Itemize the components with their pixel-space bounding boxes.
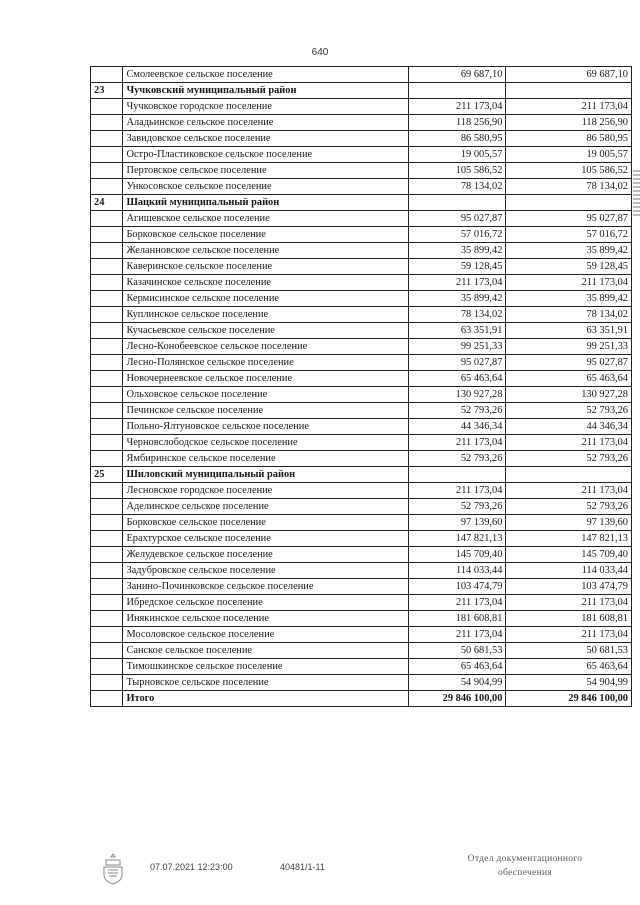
- table-row: [91, 115, 632, 131]
- table-row: [91, 563, 632, 579]
- amount-total-cell: 86 580,95: [506, 131, 632, 147]
- row-number: 24: [91, 195, 123, 211]
- amount-cell: 118 256,90: [409, 115, 506, 131]
- table-row: [91, 435, 632, 451]
- table-row: [91, 387, 632, 403]
- amount-cell: 78 134,02: [409, 179, 506, 195]
- amount-total-cell: 95 027,87: [506, 355, 632, 371]
- amount-cell: 63 351,91: [409, 323, 506, 339]
- amount-total-cell: 52 793,26: [506, 451, 632, 467]
- amount-cell: 181 608,81: [409, 611, 506, 627]
- amount-cell: 99 251,33: [409, 339, 506, 355]
- amount-cell: 35 899,42: [409, 243, 506, 259]
- amount-total-cell: 211 173,04: [506, 595, 632, 611]
- district-row: [91, 195, 632, 211]
- district-row: [91, 83, 632, 99]
- settlement-name: Задубровское сельское поселение: [123, 563, 409, 579]
- table-row: [91, 499, 632, 515]
- amount-total-cell: [506, 195, 632, 211]
- footer-datetime: 07.07.2021 12:23:00: [150, 862, 233, 872]
- amount-cell: 130 927,28: [409, 387, 506, 403]
- amount-cell: 52 793,26: [409, 499, 506, 515]
- amount-cell: 69 687,10: [409, 67, 506, 83]
- amount-total-cell: 44 346,34: [506, 419, 632, 435]
- table-row: [91, 323, 632, 339]
- settlement-name: Занино-Починковское сельское поселение: [123, 579, 409, 595]
- settlement-name: Казачинское сельское поселение: [123, 275, 409, 291]
- amount-cell: 78 134,02: [409, 307, 506, 323]
- settlement-name: Остро-Пластиковское сельское поселение: [123, 147, 409, 163]
- table-row: [91, 419, 632, 435]
- row-number: [91, 163, 123, 179]
- row-number: [91, 387, 123, 403]
- amount-cell: [409, 83, 506, 99]
- amount-cell: 59 128,45: [409, 259, 506, 275]
- table-row: [91, 531, 632, 547]
- settlement-name: Ерахтурское сельское поселение: [123, 531, 409, 547]
- settlement-name: Завидовское сельское поселение: [123, 131, 409, 147]
- amount-cell: 97 139,60: [409, 515, 506, 531]
- row-number: [91, 291, 123, 307]
- settlement-name: Лесновское городское поселение: [123, 483, 409, 499]
- table-row: [91, 355, 632, 371]
- amount-cell: 211 173,04: [409, 483, 506, 499]
- row-number: 23: [91, 83, 123, 99]
- table-row: [91, 67, 632, 83]
- settlement-name: Печинское сельское поселение: [123, 403, 409, 419]
- row-number: [91, 99, 123, 115]
- amount-total-cell: 65 463,64: [506, 659, 632, 675]
- amount-cell: 95 027,87: [409, 211, 506, 227]
- row-number: [91, 435, 123, 451]
- table-row: [91, 579, 632, 595]
- row-number: [91, 179, 123, 195]
- amount-cell: 103 474,79: [409, 579, 506, 595]
- amount-cell: 52 793,26: [409, 451, 506, 467]
- amount-total-cell: 130 927,28: [506, 387, 632, 403]
- scan-edge-mark: [633, 170, 640, 216]
- amount-cell: 57 016,72: [409, 227, 506, 243]
- table-row: [91, 99, 632, 115]
- row-number: [91, 499, 123, 515]
- settlement-name: Лесно-Конобеевское сельское поселение: [123, 339, 409, 355]
- row-number: [91, 403, 123, 419]
- settlement-name: Каверинское сельское поселение: [123, 259, 409, 275]
- row-number: [91, 531, 123, 547]
- amount-total-cell: 35 899,42: [506, 291, 632, 307]
- amount-cell: 105 586,52: [409, 163, 506, 179]
- amount-total-cell: 105 586,52: [506, 163, 632, 179]
- amount-total-cell: 211 173,04: [506, 435, 632, 451]
- row-number: [91, 147, 123, 163]
- amount-total-cell: 29 846 100,00: [506, 691, 632, 707]
- table-row: [91, 595, 632, 611]
- row-number: 25: [91, 467, 123, 483]
- table-row: [91, 403, 632, 419]
- settlement-name: Ункосовское сельское поселение: [123, 179, 409, 195]
- row-number: [91, 515, 123, 531]
- settlement-name: Агишевское сельское поселение: [123, 211, 409, 227]
- amount-cell: [409, 195, 506, 211]
- table-row: [91, 275, 632, 291]
- settlement-name: Лесно-Полянское сельское поселение: [123, 355, 409, 371]
- table-row: [91, 547, 632, 563]
- table-row: [91, 243, 632, 259]
- department-stamp: [445, 852, 605, 880]
- amount-cell: 65 463,64: [409, 659, 506, 675]
- amount-cell: 211 173,04: [409, 627, 506, 643]
- row-number: [91, 131, 123, 147]
- amount-total-cell: 97 139,60: [506, 515, 632, 531]
- amount-cell: 52 793,26: [409, 403, 506, 419]
- settlement-name: Пертовское сельское поселение: [123, 163, 409, 179]
- stamp-line-2: обеспечения: [497, 868, 553, 878]
- amount-total-cell: 35 899,42: [506, 243, 632, 259]
- amount-total-cell: 114 033,44: [506, 563, 632, 579]
- table-body: [91, 67, 632, 707]
- settlement-name: Черновслободское сельское поселение: [123, 435, 409, 451]
- table-row: [91, 339, 632, 355]
- amount-total-cell: 54 904,99: [506, 675, 632, 691]
- table-row: [91, 659, 632, 675]
- settlement-name: Аладьинское сельское поселение: [123, 115, 409, 131]
- amount-total-cell: 69 687,10: [506, 67, 632, 83]
- amount-total-cell: 57 016,72: [506, 227, 632, 243]
- district-row: [91, 467, 632, 483]
- settlement-name: Борковское сельское поселение: [123, 227, 409, 243]
- row-number: [91, 371, 123, 387]
- amount-total-cell: [506, 467, 632, 483]
- settlement-name: Смолеевское сельское поселение: [123, 67, 409, 83]
- row-number: [91, 595, 123, 611]
- amount-cell: 147 821,13: [409, 531, 506, 547]
- row-number: [91, 67, 123, 83]
- row-number: [91, 275, 123, 291]
- settlement-name: Борковское сельское поселение: [123, 515, 409, 531]
- amount-total-cell: 52 793,26: [506, 403, 632, 419]
- row-number: [91, 483, 123, 499]
- row-number: [91, 259, 123, 275]
- settlement-name: Куплинское сельское поселение: [123, 307, 409, 323]
- table-row: [91, 515, 632, 531]
- row-number: [91, 643, 123, 659]
- amount-cell: [409, 467, 506, 483]
- row-number: [91, 419, 123, 435]
- amount-total-cell: 50 681,53: [506, 643, 632, 659]
- amount-cell: 114 033,44: [409, 563, 506, 579]
- row-number: [91, 451, 123, 467]
- amount-total-cell: 65 463,64: [506, 371, 632, 387]
- settlement-name: Чучковский муниципальный район: [123, 83, 409, 99]
- amount-cell: 44 346,34: [409, 419, 506, 435]
- amount-total-cell: 211 173,04: [506, 627, 632, 643]
- settlement-name: Ольховское сельское поселение: [123, 387, 409, 403]
- settlement-name: Аделинское сельское поселение: [123, 499, 409, 515]
- amount-total-cell: 99 251,33: [506, 339, 632, 355]
- settlement-name: Итого: [123, 691, 409, 707]
- settlement-name: Ибредское сельское поселение: [123, 595, 409, 611]
- amount-cell: 211 173,04: [409, 99, 506, 115]
- amount-total-cell: 147 821,13: [506, 531, 632, 547]
- amount-cell: 95 027,87: [409, 355, 506, 371]
- amount-total-cell: [506, 83, 632, 99]
- settlement-name: Новочернеевское сельское поселение: [123, 371, 409, 387]
- table-row: [91, 611, 632, 627]
- row-number: [91, 243, 123, 259]
- settlement-name: Желудевское сельское поселение: [123, 547, 409, 563]
- row-number: [91, 611, 123, 627]
- settlement-name: Шацкий муниципальный район: [123, 195, 409, 211]
- coat-of-arms-icon: [100, 851, 126, 887]
- page-number: 640: [311, 47, 329, 58]
- table-row: [91, 131, 632, 147]
- row-number: [91, 579, 123, 595]
- amount-total-cell: 145 709,40: [506, 547, 632, 563]
- table-row: [91, 147, 632, 163]
- settlement-name: Польно-Ялтуновское сельское поселение: [123, 419, 409, 435]
- table-row: [91, 227, 632, 243]
- table-row: [91, 371, 632, 387]
- settlement-name: Желанновское сельское поселение: [123, 243, 409, 259]
- stamp-line-1: Отдел документационного: [467, 854, 583, 864]
- table-row: [91, 163, 632, 179]
- amount-total-cell: 63 351,91: [506, 323, 632, 339]
- total-row: [91, 691, 632, 707]
- amount-total-cell: 118 256,90: [506, 115, 632, 131]
- row-number: [91, 547, 123, 563]
- table-row: [91, 675, 632, 691]
- amount-cell: 86 580,95: [409, 131, 506, 147]
- amount-cell: 29 846 100,00: [409, 691, 506, 707]
- amount-cell: 145 709,40: [409, 547, 506, 563]
- row-number: [91, 563, 123, 579]
- amount-total-cell: 19 005,57: [506, 147, 632, 163]
- amount-total-cell: 211 173,04: [506, 99, 632, 115]
- table-row: [91, 483, 632, 499]
- amount-cell: 50 681,53: [409, 643, 506, 659]
- settlement-name: Тимошкинское сельское поселение: [123, 659, 409, 675]
- row-number: [91, 627, 123, 643]
- row-number: [91, 307, 123, 323]
- settlement-name: Тырновское сельское поселение: [123, 675, 409, 691]
- table-row: [91, 451, 632, 467]
- table-row: [91, 179, 632, 195]
- settlement-name: Чучковское городское поселение: [123, 99, 409, 115]
- row-number: [91, 691, 123, 707]
- settlement-name: Ямбиринское сельское поселение: [123, 451, 409, 467]
- amount-total-cell: 211 173,04: [506, 275, 632, 291]
- amount-cell: 211 173,04: [409, 595, 506, 611]
- distribution-table: [90, 66, 632, 707]
- amount-total-cell: 52 793,26: [506, 499, 632, 515]
- amount-total-cell: 211 173,04: [506, 483, 632, 499]
- row-number: [91, 115, 123, 131]
- row-number: [91, 227, 123, 243]
- amount-total-cell: 59 128,45: [506, 259, 632, 275]
- table-row: [91, 627, 632, 643]
- amount-cell: 54 904,99: [409, 675, 506, 691]
- amount-cell: 211 173,04: [409, 275, 506, 291]
- table-row: [91, 307, 632, 323]
- table-row: [91, 259, 632, 275]
- amount-total-cell: 95 027,87: [506, 211, 632, 227]
- amount-total-cell: 103 474,79: [506, 579, 632, 595]
- settlement-name: Инякинское сельское поселение: [123, 611, 409, 627]
- row-number: [91, 339, 123, 355]
- table-row: [91, 291, 632, 307]
- amount-cell: 19 005,57: [409, 147, 506, 163]
- table-row: [91, 643, 632, 659]
- amount-cell: 211 173,04: [409, 435, 506, 451]
- amount-total-cell: 78 134,02: [506, 179, 632, 195]
- row-number: [91, 211, 123, 227]
- row-number: [91, 675, 123, 691]
- table-row: [91, 211, 632, 227]
- amount-cell: 35 899,42: [409, 291, 506, 307]
- settlement-name: Кучасьевское сельское поселение: [123, 323, 409, 339]
- settlement-name: Мосоловское сельское поселение: [123, 627, 409, 643]
- settlement-name: Шиловский муниципальный район: [123, 467, 409, 483]
- footer-doc-number: 40481/1-11: [280, 862, 325, 872]
- row-number: [91, 323, 123, 339]
- amount-total-cell: 78 134,02: [506, 307, 632, 323]
- settlement-name: Санское сельское поселение: [123, 643, 409, 659]
- row-number: [91, 659, 123, 675]
- amount-total-cell: 181 608,81: [506, 611, 632, 627]
- settlement-name: Кермисинское сельское поселение: [123, 291, 409, 307]
- row-number: [91, 355, 123, 371]
- amount-cell: 65 463,64: [409, 371, 506, 387]
